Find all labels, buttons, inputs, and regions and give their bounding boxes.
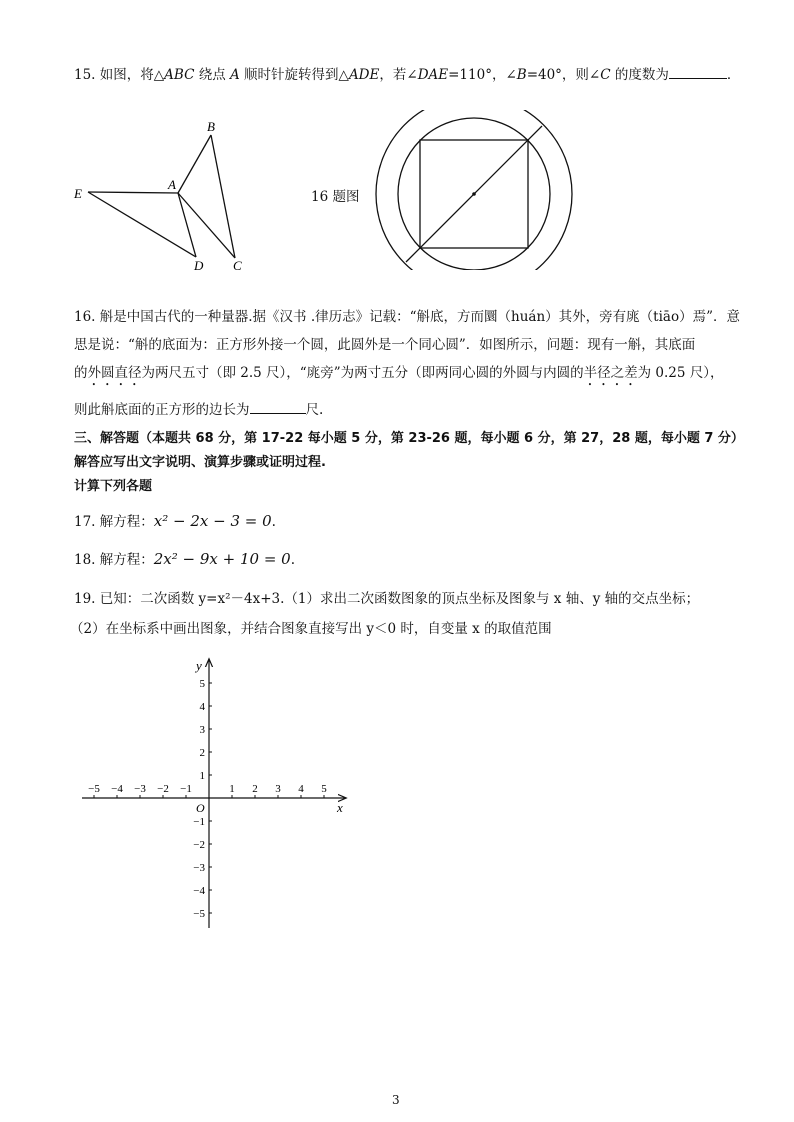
q16-figure [370,110,580,270]
x-tick-label: −1 [180,783,192,795]
answer-blank-16[interactable] [250,401,306,414]
page-number: 3 [392,1093,400,1107]
outer-circle [376,110,572,270]
segment-BC [211,135,235,258]
y-axis-label: y [196,658,202,673]
label-B: B [207,119,215,134]
x-tick-label: −2 [157,783,169,795]
label-D: D [194,258,204,273]
q17-equation: x² − 2x − 3 = 0 [153,512,272,530]
x-tick-label: −3 [134,783,146,795]
y-tick-label: −5 [193,908,205,920]
q16-line2: 思是说：“斛的底面为：正方形外接一个圆，此圆外是一个同心圆”．如图所示，问题：现有一斛，其底面 [74,337,696,353]
q19-line2: （2）在坐标系中画出图象，并结合图象直接写出 y＜0 时，自变量 x 的取值范围 [70,621,552,637]
segment-AE [88,192,178,193]
q15-text: 15. 如图，将△ABC 绕点 A 顺时针旋转得到△ADE，若∠DAE=110°，∠B=40°，则∠C 的度数为 ． [74,67,741,83]
x-tick-label: −5 [88,783,100,795]
section3-subheading: 计算下列各题 [74,479,153,494]
x-tick-label: 4 [298,783,304,795]
label-C: C [233,258,242,273]
origin-label: O [196,801,205,815]
emphasis-outer-diameter: 外圆直径 [87,365,142,381]
x-tick-label: 2 [252,783,258,795]
q18-equation: 2x² − 9x + 10 = 0 [153,550,291,568]
coordinate-grid[interactable] [70,650,360,935]
center-dot [472,192,476,196]
q18: 18. 解方程：2x² − 9x + 10 = 0. [74,550,296,568]
q15-figure [70,115,260,275]
segment-AB [178,135,211,193]
q19-line1: 19. 已知：二次函数 y=x²－4x+3.（1）求出二次函数图象的顶点坐标及图象与 x 轴、y 轴的交点坐标； [74,591,700,607]
y-tick-label: −4 [193,885,205,897]
x-axis-label: x [337,800,343,815]
y-tick-label: 3 [199,724,205,736]
y-tick-label: 5 [199,678,205,690]
label-A: A [168,177,176,192]
q16-line3: 的外圆直径为两尺五寸（即 2.5 尺），“庣旁”为两寸五分（即两同心圆的外圆与内圆的半径之差为 0.25 尺）， [74,365,724,381]
x-tick-label: 5 [321,783,327,795]
y-tick-label: 2 [199,747,205,759]
q17: 17. 解方程：x² − 2x − 3 = 0. [74,512,276,530]
y-tick-label: −1 [193,816,205,828]
q16-caption: 16 题图 [311,189,360,205]
x-tick-label: −4 [111,783,123,795]
answer-blank-15[interactable] [669,66,727,79]
section3-heading: 三、解答题（本题共 68 分，第 17-22 每小题 5 分，第 23-26 题，每小题 6 分，第 27，28 题，每小题 7 分） [74,431,744,446]
q16-line4: 则此斛底面的正方形的边长为 尺. [74,402,324,418]
label-E: E [74,186,82,201]
y-tick-label: −3 [193,862,205,874]
emphasis-radius-diff: 半径之差 [583,365,638,381]
y-tick-label: 1 [199,770,205,782]
x-tick-label: 1 [229,783,235,795]
section3-instruction: 解答应写出文字说明、演算步骤或证明过程. [74,455,326,470]
y-tick-label: −2 [193,839,205,851]
q16-line1: 16. 斛是中国古代的一种量器.据《汉书 .律历志》记载：“斛底，方而圜（huán）其外，旁有庣（tiāo）焉”．意 [74,309,740,325]
y-tick-label: 4 [199,701,205,713]
x-tick-label: 3 [275,783,281,795]
